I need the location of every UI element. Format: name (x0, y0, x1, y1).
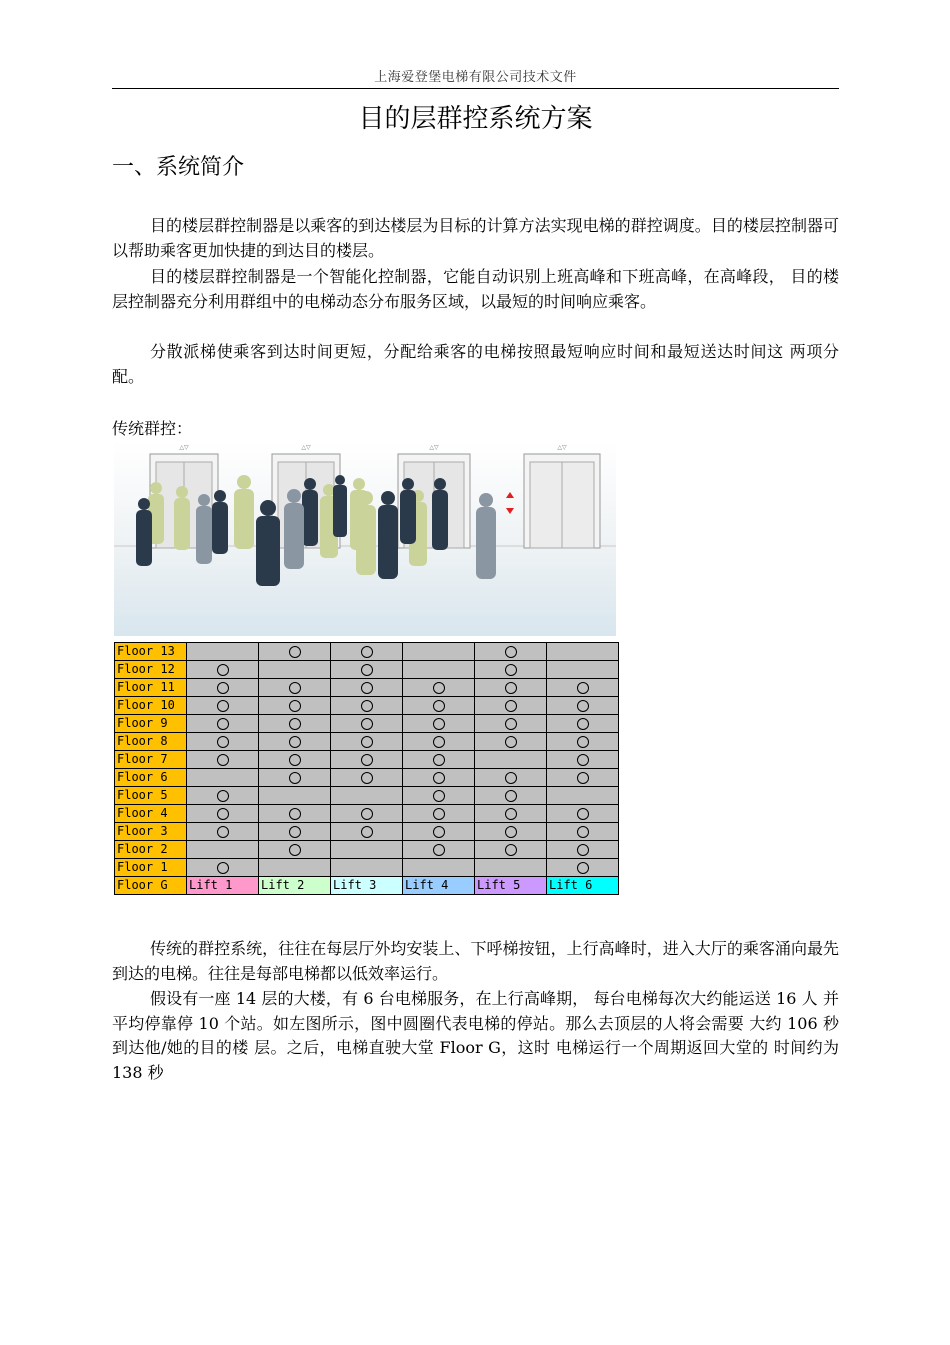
stop-circle-icon (577, 718, 589, 730)
stop-circle-icon (577, 754, 589, 766)
lift-label: Lift 4 (403, 877, 475, 895)
stop-circle-icon (505, 808, 517, 820)
stop-cell (475, 805, 547, 823)
stop-cell (259, 787, 331, 805)
stop-cell (547, 697, 619, 715)
stop-circle-icon (433, 736, 445, 748)
stop-circle-icon (289, 826, 301, 838)
stop-circle-icon (577, 682, 589, 694)
stop-cell (475, 823, 547, 841)
floor-label: Floor 9 (115, 715, 187, 733)
stop-circle-icon (505, 790, 517, 802)
stop-cell (547, 715, 619, 733)
stop-circle-icon (361, 826, 373, 838)
stop-cell (475, 643, 547, 661)
traditional-label: 传统群控： (112, 419, 193, 438)
stop-circle-icon (289, 772, 301, 784)
stop-cell (475, 679, 547, 697)
floor-label: Floor 2 (115, 841, 187, 859)
stop-cell (187, 805, 259, 823)
stop-cell (187, 859, 259, 877)
stop-cell (259, 643, 331, 661)
stop-cell (331, 859, 403, 877)
stop-cell (259, 859, 331, 877)
table-row (115, 715, 619, 733)
section-heading: 一、系统简介 (112, 155, 245, 180)
stop-cell (187, 787, 259, 805)
stop-circle-icon (433, 772, 445, 784)
stop-circle-icon (289, 736, 301, 748)
floor-label: Floor 10 (115, 697, 187, 715)
stop-circle-icon (361, 808, 373, 820)
stop-cell (403, 715, 475, 733)
stop-circle-icon (505, 772, 517, 784)
stop-cell (259, 805, 331, 823)
stop-cell (475, 841, 547, 859)
stop-cell (331, 661, 403, 679)
stop-cell (403, 733, 475, 751)
stop-cell (547, 823, 619, 841)
stop-cell (331, 715, 403, 733)
stop-circle-icon (361, 646, 373, 658)
stop-circle-icon (433, 790, 445, 802)
table-row (115, 823, 619, 841)
document-header: 上海爱登堡电梯有限公司技术文件 (374, 70, 577, 85)
stop-cell (187, 679, 259, 697)
stop-cell (547, 805, 619, 823)
stop-circle-icon (361, 682, 373, 694)
stop-circle-icon (361, 736, 373, 748)
stop-circle-icon (361, 718, 373, 730)
stop-circle-icon (577, 700, 589, 712)
floor-label: Floor 5 (115, 787, 187, 805)
header-divider (112, 88, 839, 89)
stop-cell (403, 859, 475, 877)
stop-cell (403, 787, 475, 805)
stop-cell (187, 769, 259, 787)
stop-cell (187, 751, 259, 769)
intro-paragraph-1: 目的楼层群控制器是以乘客的到达楼层为目标的计算方法实现电梯的群控调度。目的楼层控制器可以帮助乘客更加快捷的到达目的楼层。 (112, 216, 839, 260)
stop-cell (187, 715, 259, 733)
table-row (115, 679, 619, 697)
stop-circle-icon (361, 664, 373, 676)
stop-circle-icon (577, 808, 589, 820)
floor-label: Floor 11 (115, 679, 187, 697)
intro-paragraph-3: 分散派梯使乘客到达时间更短，分配给乘客的电梯按照最短响应时间和最短送达时间这 两项分配。 (112, 342, 839, 386)
intro-paragraph-2: 目的楼层群控制器是一个智能化控制器，它能自动识别上班高峰和下班高峰，在高峰段， 目的楼层控制器充分利用群组中的电梯动态分布服务区域，以最短的时间响应乘客。 (112, 267, 839, 311)
stop-cell (187, 643, 259, 661)
stop-cell (475, 715, 547, 733)
lift-label: Lift 5 (475, 877, 547, 895)
lift-stop-table (114, 642, 619, 895)
stop-cell (403, 679, 475, 697)
stop-cell (547, 643, 619, 661)
page-title: 目的层群控系统方案 (358, 104, 593, 134)
table-row (115, 859, 619, 877)
table-row (115, 751, 619, 769)
floor-label: Floor 4 (115, 805, 187, 823)
stop-circle-icon (217, 682, 229, 694)
stop-circle-icon (289, 844, 301, 856)
stop-circle-icon (505, 718, 517, 730)
stop-circle-icon (217, 862, 229, 874)
lift-label: Lift 3 (331, 877, 403, 895)
stop-circle-icon (505, 700, 517, 712)
lobby-illustration (114, 440, 616, 636)
lift-label: Lift 1 (187, 877, 259, 895)
stop-cell (547, 859, 619, 877)
table-row (115, 841, 619, 859)
stop-circle-icon (433, 754, 445, 766)
stop-cell (475, 769, 547, 787)
stop-cell (259, 661, 331, 679)
stop-cell (187, 733, 259, 751)
stop-cell (403, 823, 475, 841)
table-row (115, 697, 619, 715)
stop-circle-icon (361, 754, 373, 766)
stop-circle-icon (361, 700, 373, 712)
stop-circle-icon (505, 646, 517, 658)
table-row (115, 643, 619, 661)
stop-circle-icon (433, 700, 445, 712)
elevator-4-panel: △▽ (557, 444, 567, 451)
lift-label: Lift 6 (547, 877, 619, 895)
stop-circle-icon (577, 736, 589, 748)
stop-circle-icon (577, 844, 589, 856)
stop-cell (259, 751, 331, 769)
stop-cell (475, 751, 547, 769)
stop-cell (331, 679, 403, 697)
table-row (115, 787, 619, 805)
stop-cell (259, 823, 331, 841)
table-row (115, 661, 619, 679)
table-row (115, 769, 619, 787)
stop-circle-icon (505, 736, 517, 748)
stop-circle-icon (217, 808, 229, 820)
stop-circle-icon (505, 826, 517, 838)
stop-cell (547, 661, 619, 679)
stop-circle-icon (217, 736, 229, 748)
floor-label: Floor 7 (115, 751, 187, 769)
elevator-door-4 (524, 454, 600, 548)
stop-cell (187, 823, 259, 841)
traditional-paragraph-1: 传统的群控系统，往往在每层厅外均安装上、下呼梯按钮，上行高峰时，进入大厅的乘客涌向最先到达的电梯。往往是每部电梯都以低效率运行。 (112, 939, 839, 983)
stop-cell (259, 715, 331, 733)
table-row (115, 805, 619, 823)
stop-cell (187, 841, 259, 859)
stop-circle-icon (217, 826, 229, 838)
stop-circle-icon (289, 808, 301, 820)
stop-circle-icon (217, 700, 229, 712)
stop-cell (331, 733, 403, 751)
stop-cell (547, 733, 619, 751)
stop-cell (403, 805, 475, 823)
stop-cell (331, 751, 403, 769)
floor-label: Floor 6 (115, 769, 187, 787)
stop-circle-icon (505, 844, 517, 856)
stop-cell (331, 805, 403, 823)
stop-circle-icon (577, 862, 589, 874)
stop-cell (187, 661, 259, 679)
stop-cell (403, 643, 475, 661)
stop-circle-icon (433, 808, 445, 820)
stop-cell (259, 769, 331, 787)
stop-circle-icon (217, 664, 229, 676)
stop-circle-icon (433, 826, 445, 838)
stop-cell (403, 841, 475, 859)
stop-cell (331, 697, 403, 715)
stop-circle-icon (505, 682, 517, 694)
stop-cell (547, 787, 619, 805)
floor-label: Floor 13 (115, 643, 187, 661)
stop-circle-icon (361, 772, 373, 784)
stop-circle-icon (433, 718, 445, 730)
stop-cell (331, 823, 403, 841)
stop-cell (403, 661, 475, 679)
stop-circle-icon (289, 700, 301, 712)
stop-cell (403, 751, 475, 769)
stop-circle-icon (217, 718, 229, 730)
stop-cell (475, 697, 547, 715)
stop-cell (259, 679, 331, 697)
stop-circle-icon (433, 844, 445, 856)
floor-label: Floor 1 (115, 859, 187, 877)
stop-circle-icon (217, 790, 229, 802)
stop-cell (331, 787, 403, 805)
lift-label-row (115, 877, 619, 895)
stop-cell (259, 697, 331, 715)
stop-circle-icon (217, 754, 229, 766)
stop-circle-icon (289, 646, 301, 658)
elevator-3-panel: △▽ (429, 444, 439, 451)
stop-cell (547, 769, 619, 787)
floor-label: Floor 12 (115, 661, 187, 679)
stop-cell (403, 697, 475, 715)
stop-cell (475, 859, 547, 877)
table-row (115, 733, 619, 751)
stop-circle-icon (289, 754, 301, 766)
stop-cell (547, 751, 619, 769)
stop-cell (331, 841, 403, 859)
elevator-2-panel: △▽ (301, 444, 311, 451)
stop-cell (331, 769, 403, 787)
elevator-1-panel: △▽ (179, 444, 189, 451)
floor-label-ground: Floor G (115, 877, 187, 895)
stop-circle-icon (577, 772, 589, 784)
stop-circle-icon (505, 664, 517, 676)
lift-label: Lift 2 (259, 877, 331, 895)
stop-circle-icon (289, 682, 301, 694)
floor-label: Floor 3 (115, 823, 187, 841)
stop-cell (187, 697, 259, 715)
stop-circle-icon (289, 718, 301, 730)
stop-cell (547, 841, 619, 859)
stop-cell (259, 841, 331, 859)
stop-circle-icon (577, 826, 589, 838)
traditional-paragraph-2: 假设有一座 14 层的大楼，有 6 台电梯服务，在上行高峰期， 每台电梯每次大约能运送 16 人 并平均停靠停 10 个站。如左图所示，图中圆圈代表电梯的停站。那么去顶层的人将会需要 大约 106 秒到达他/她的目的楼 层。之后，电梯直驶大堂 Floor G，这时 电梯运行一个周期返回大堂的 时间约为 138 秒 (112, 989, 839, 1082)
stop-cell (475, 733, 547, 751)
stop-cell (547, 679, 619, 697)
stop-circle-icon (433, 682, 445, 694)
stop-cell (403, 769, 475, 787)
stop-cell (475, 661, 547, 679)
stop-cell (475, 787, 547, 805)
stop-cell (331, 643, 403, 661)
stop-cell (259, 733, 331, 751)
floor-label: Floor 8 (115, 733, 187, 751)
